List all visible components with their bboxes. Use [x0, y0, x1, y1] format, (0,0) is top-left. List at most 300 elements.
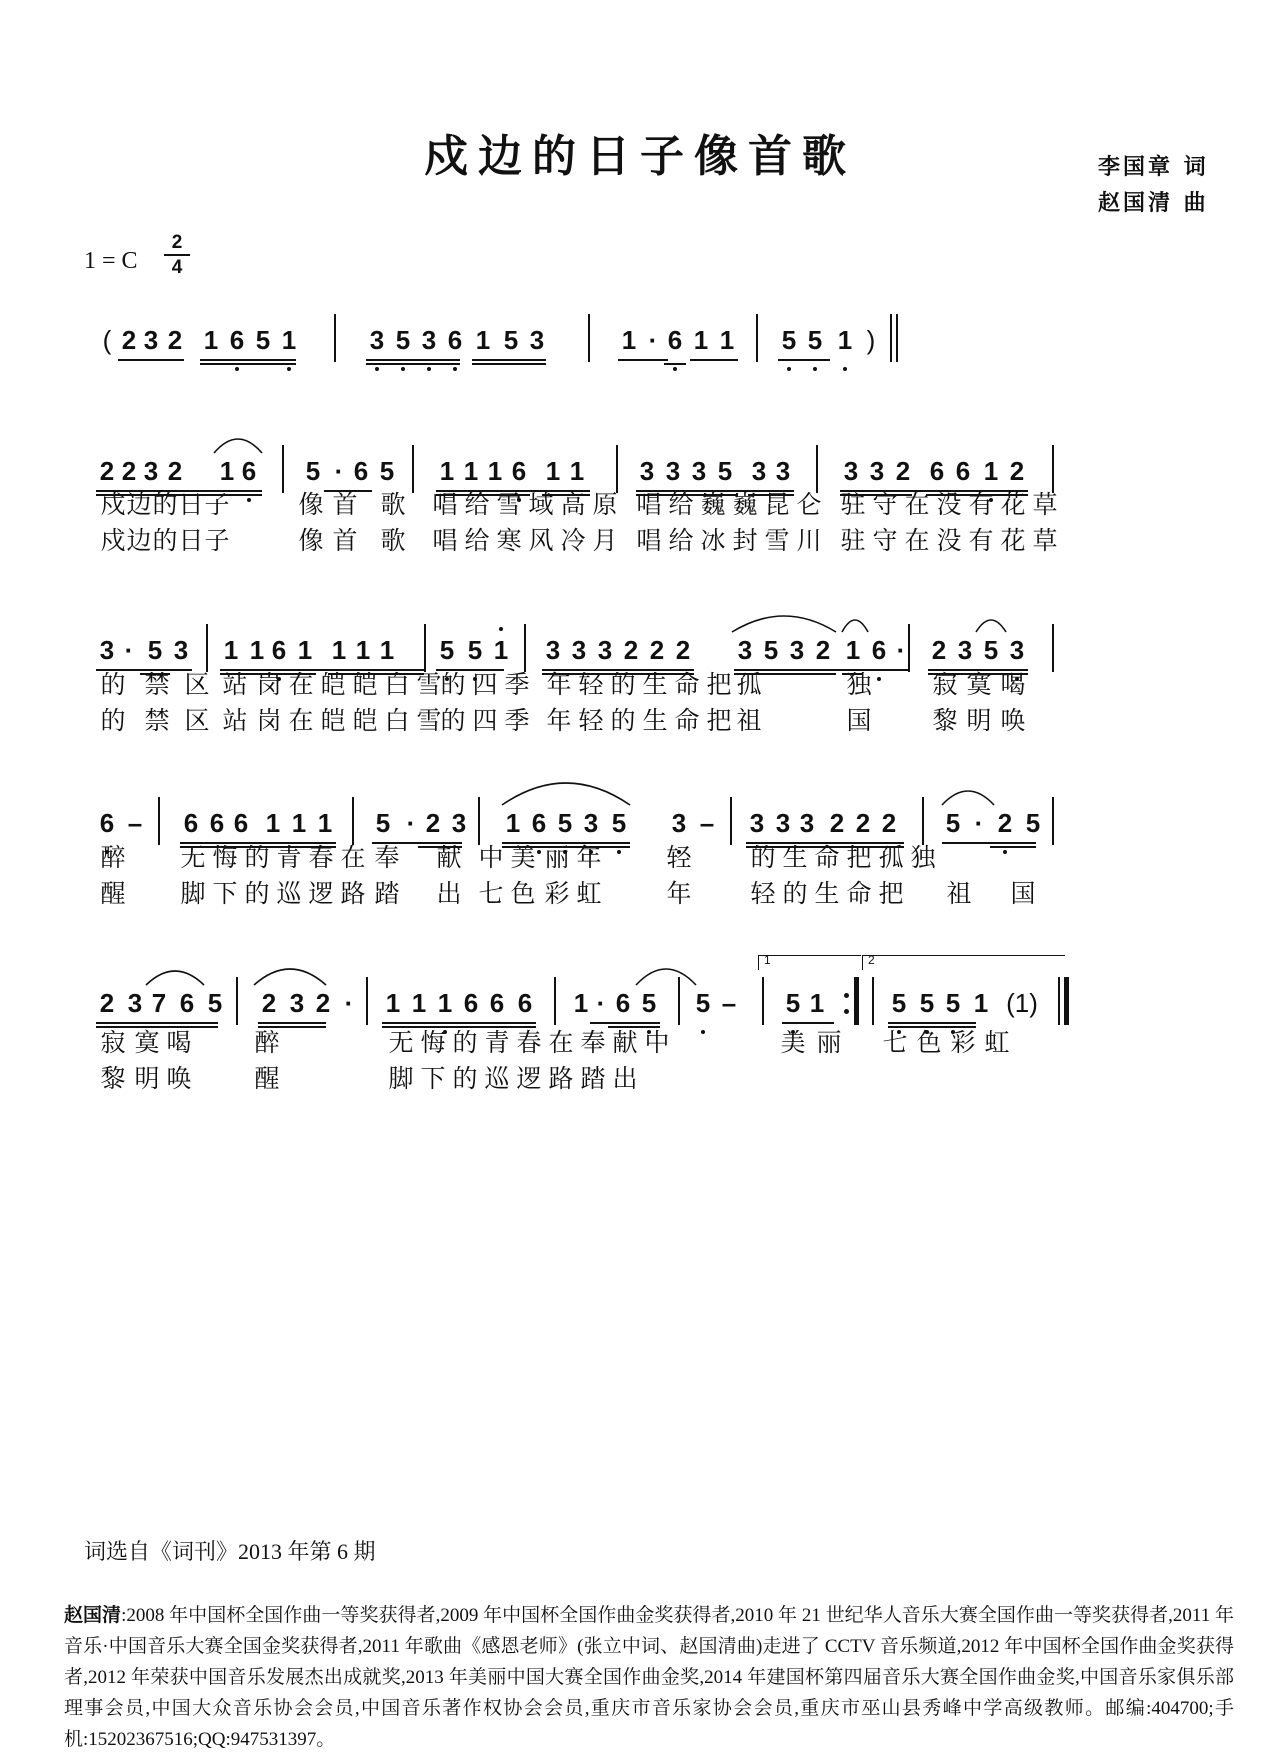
note: 3	[749, 808, 765, 838]
note: 1	[355, 635, 371, 665]
lyric-char: 皑	[320, 706, 346, 735]
lyric-char: 奉	[580, 1028, 606, 1057]
note: 2	[1009, 456, 1025, 486]
note: 2	[425, 808, 441, 838]
note: 1	[490, 632, 512, 668]
barline	[756, 314, 758, 362]
note: 2	[315, 988, 331, 1018]
note: 2	[99, 456, 115, 486]
lyric-char: 命	[846, 879, 872, 908]
lyric-char: 雪	[416, 670, 442, 699]
lyric-char: 季	[504, 706, 530, 735]
note: 2	[994, 805, 1016, 841]
key-signature: 1 = C	[84, 248, 138, 274]
octave-dot-below	[235, 367, 239, 371]
lyric-char: 像	[298, 490, 324, 519]
lyric-char: 中	[478, 843, 504, 872]
eighth-underline	[96, 1022, 218, 1024]
lyric-char: 在	[548, 1028, 574, 1057]
note: 5	[255, 325, 271, 355]
lyric-char: 下	[420, 1064, 446, 1093]
note: 6	[517, 988, 533, 1018]
lyric-char: 独	[846, 670, 872, 699]
lyric-char: 给	[464, 490, 490, 519]
note: 3	[545, 635, 561, 665]
lyric-char: 日	[178, 526, 204, 555]
lyric-char: 唱	[636, 526, 662, 555]
lyric-char: 轻	[578, 706, 604, 735]
lyric-char: 首	[332, 526, 358, 555]
lyric-char: 原	[592, 490, 618, 519]
lyric-char: 轻	[750, 879, 776, 908]
lyric-line	[96, 877, 1202, 913]
note: 5	[554, 805, 576, 841]
volta-bracket	[862, 955, 1065, 970]
volta-number: 1	[764, 953, 771, 967]
lyric-char: 的	[152, 490, 178, 519]
note: 3	[366, 322, 388, 358]
note: 5	[305, 456, 321, 486]
lyric-char: 没	[936, 526, 962, 555]
lyric-char: 唤	[166, 1064, 192, 1093]
lyric-char: 青	[276, 843, 302, 872]
lyric-char: 色	[510, 879, 536, 908]
note: 3	[143, 325, 159, 355]
lyric-char: 的	[440, 670, 466, 699]
lyric-char: 寒	[496, 526, 522, 555]
lyric-char: 喝	[166, 1028, 192, 1057]
lyric-char: 悔	[420, 1028, 446, 1057]
eighth-underline	[778, 359, 830, 361]
lyric-char: 有	[968, 490, 994, 519]
note: 1	[809, 988, 825, 1018]
note: 6	[489, 988, 505, 1018]
score-system	[96, 453, 1202, 560]
lyric-char: 岗	[256, 706, 282, 735]
lyric-char: 的	[244, 843, 270, 872]
lyric-char: 生	[814, 879, 840, 908]
lyric-char: 的	[244, 879, 270, 908]
note: ·	[648, 325, 658, 355]
note: 1	[219, 456, 235, 486]
lyric-char: 国	[846, 706, 872, 735]
note: 3	[580, 805, 602, 841]
note: 1	[265, 808, 281, 838]
lyric-char: 献	[612, 1028, 638, 1057]
barline	[890, 314, 892, 362]
lyric-char: 花	[1000, 490, 1026, 519]
note: 3	[775, 808, 791, 838]
eighth-underline	[258, 1022, 326, 1024]
note: 2	[261, 988, 277, 1018]
slur-layer	[96, 775, 1202, 815]
lyric-char: 命	[674, 706, 700, 735]
note: 5	[436, 632, 458, 668]
score-system	[96, 322, 1202, 366]
note: 2	[121, 325, 137, 355]
lyric-char: 无	[388, 1028, 414, 1057]
score-system	[96, 953, 1202, 1098]
lyric-char: 季	[504, 670, 530, 699]
note: 3	[957, 635, 973, 665]
lyric-char: 逻	[516, 1064, 542, 1093]
lyric-char: 喝	[1000, 670, 1026, 699]
lyric-char: 草	[1032, 490, 1058, 519]
lyric-char: 冷	[560, 526, 586, 555]
lyric-char: 的	[100, 670, 126, 699]
lyric-char: 在	[904, 490, 930, 519]
lyric-char: 戍	[100, 526, 126, 555]
note: 3	[751, 456, 767, 486]
note: 3	[691, 456, 707, 486]
lyric-char: 醒	[254, 1064, 280, 1093]
note: 3	[451, 808, 467, 838]
note: 1	[834, 322, 856, 358]
score-system	[96, 632, 1202, 740]
note: 6	[226, 322, 248, 358]
note: 6	[528, 805, 550, 841]
note: 6	[183, 808, 199, 838]
lyric-char: 孤	[736, 670, 762, 699]
lyric-char: 路	[548, 1064, 574, 1093]
lyric-char: 雪	[416, 706, 442, 735]
lyric-char: 月	[592, 526, 618, 555]
note: 5	[375, 808, 391, 838]
lyric-char: 国	[1010, 879, 1036, 908]
lyric-char: 明	[134, 1064, 160, 1093]
lyric-char: 明	[966, 706, 992, 735]
lyric-char: 虹	[576, 879, 602, 908]
note: ·	[406, 808, 416, 838]
barline	[588, 314, 590, 362]
lyric-char: 丽	[544, 843, 570, 872]
lyric-char: 年	[576, 843, 602, 872]
lyric-char: 歌	[380, 490, 406, 519]
slur	[146, 971, 204, 985]
lyric-char: 没	[936, 490, 962, 519]
lyric-char: 草	[1032, 526, 1058, 555]
lyric-char: 白	[384, 670, 410, 699]
note: 6	[209, 808, 225, 838]
eighth-underline	[888, 1022, 976, 1024]
note: 5	[464, 632, 486, 668]
eighth-underline	[472, 359, 546, 361]
lyric-char: 春	[516, 1028, 542, 1057]
note: 3	[639, 456, 655, 486]
composer-bio	[64, 1600, 1234, 1755]
lyric-char: 仑	[796, 490, 822, 519]
note: 2	[815, 635, 831, 665]
eighth-underline	[690, 359, 738, 361]
time-signature	[164, 232, 190, 278]
lyric-char: 川	[796, 526, 822, 555]
note: –	[721, 988, 737, 1018]
sixteenth-underline	[664, 363, 686, 365]
lyric-char: 驻	[840, 490, 866, 519]
lyric-char: 四	[472, 706, 498, 735]
note: 2	[99, 988, 115, 1018]
note: 6	[508, 453, 530, 489]
note: 3	[529, 325, 545, 355]
note: 3	[289, 988, 305, 1018]
note: 5	[692, 985, 714, 1021]
note: 5	[503, 325, 519, 355]
note: 3	[737, 635, 753, 665]
note: 2	[167, 456, 183, 486]
octave-dot-below	[453, 367, 457, 371]
note: 3	[775, 456, 791, 486]
lyric-char: 岗	[256, 670, 282, 699]
note: 5	[916, 985, 938, 1021]
lyric-char: 出	[436, 879, 462, 908]
note: 7	[151, 988, 167, 1018]
lyric-char: 首	[332, 490, 358, 519]
lyric-char: 生	[642, 706, 668, 735]
note: 5	[942, 985, 964, 1021]
note: 5	[379, 456, 395, 486]
lyric-char: 在	[904, 526, 930, 555]
lyric-char: 年	[546, 670, 572, 699]
note: 3	[418, 322, 440, 358]
note: (	[102, 325, 112, 355]
note: 1	[573, 988, 589, 1018]
note: (1)	[1006, 988, 1038, 1018]
lyric-char: 把	[878, 879, 904, 908]
note: 1	[249, 635, 265, 665]
lyric-char: 像	[298, 526, 324, 555]
note: 1	[434, 985, 456, 1021]
lyric-char: 独	[910, 843, 936, 872]
lyric-char: 给	[668, 526, 694, 555]
time-signature-top: 2	[171, 232, 183, 253]
lyric-char: 出	[612, 1064, 638, 1093]
lyric-char: 祖	[946, 879, 972, 908]
lyric-char: 禁	[144, 670, 170, 699]
note: 2	[881, 808, 897, 838]
note: 2	[649, 635, 665, 665]
eighth-underline	[618, 359, 668, 361]
note: 5	[804, 322, 826, 358]
note: 6	[929, 456, 945, 486]
volta-bracket	[758, 955, 861, 970]
note: 2	[675, 635, 691, 665]
note: 1	[545, 456, 561, 486]
note: 2	[931, 635, 947, 665]
lyric-char: 脚	[180, 879, 206, 908]
note: 6	[664, 322, 686, 358]
lyric-char: 白	[384, 706, 410, 735]
note: 3	[571, 635, 587, 665]
song-title: 戍边的日子像首歌	[424, 131, 856, 182]
lyric-char: 醒	[100, 879, 126, 908]
lyric-char: 守	[872, 526, 898, 555]
lyric-char: 花	[1000, 526, 1026, 555]
note: 1	[317, 808, 333, 838]
note: 1	[973, 988, 989, 1018]
sixteenth-underline	[472, 363, 546, 365]
slur	[502, 783, 630, 805]
note: 5	[638, 985, 660, 1021]
note: 5	[392, 322, 414, 358]
lyric-char: 站	[222, 706, 248, 735]
note: 5	[717, 456, 733, 486]
lyric-char: 冰	[700, 526, 726, 555]
note: 1	[475, 325, 491, 355]
lyric-line	[96, 704, 1202, 740]
lyric-char: 子	[204, 526, 230, 555]
octave-dot-below	[673, 367, 677, 371]
barline	[334, 314, 336, 362]
lyric-char: 踏	[374, 879, 400, 908]
note: 5	[147, 635, 163, 665]
note: 5	[763, 635, 779, 665]
lyric-char: 生	[782, 843, 808, 872]
lyric-line	[96, 488, 1202, 524]
lyric-line	[96, 524, 1202, 560]
source-note: 词选自《词刊》2013 年第 6 期	[84, 1539, 376, 1564]
octave-dot-below	[401, 367, 405, 371]
lyric-char: 醉	[254, 1028, 280, 1057]
lyric-char: 四	[472, 670, 498, 699]
notes-line	[96, 322, 1202, 366]
lyric-char: 的	[610, 670, 636, 699]
lyric-char: 的	[452, 1064, 478, 1093]
lyric-char: 禁	[144, 706, 170, 735]
lyric-char: 奉	[374, 843, 400, 872]
lyric-line	[96, 1062, 1202, 1098]
note: 1	[223, 635, 239, 665]
slur	[942, 791, 994, 805]
lyric-char: 在	[288, 670, 314, 699]
lyric-char: 把	[706, 706, 732, 735]
lyric-char: 边	[126, 490, 152, 519]
sixteenth-underline	[200, 363, 296, 365]
lyric-char: 风	[528, 526, 554, 555]
note: 6	[868, 632, 890, 668]
note: 1	[569, 456, 585, 486]
note: 3	[143, 456, 159, 486]
slur	[636, 969, 696, 985]
lyric-char: 雪	[764, 526, 790, 555]
lyric-char: 美	[780, 1028, 806, 1057]
note: 6	[955, 456, 971, 486]
lyric-char: 在	[340, 843, 366, 872]
note: 1	[278, 322, 300, 358]
note: 1	[719, 325, 735, 355]
lyric-char: 昆	[764, 490, 790, 519]
repeat-dot	[844, 1009, 849, 1014]
bio-text: :2008 年中国杯全国作曲一等奖获得者,2009 年中国杯全国作曲金奖获得者,2010 年 21 世纪华人音乐大赛全国作曲一等奖获得者,2011 年音乐·中国音乐大赛全国金奖获得者,2011 年歌曲《感恩老师》(张立中词、赵国清曲)走进了 CCTV 音乐频道,2012 年中国杯全国作曲金奖获得者,2012 年荣获中国音乐发展杰出成就奖,2013 年美丽中国大赛全国作曲金奖,2014 年建国杯第四届音乐大赛全国作曲金奖,中国音乐家俱乐部理事会员,中国大众音乐协会会员,中国音乐著作权协会会员,重庆市音乐家协会会员,重庆市巫山县秀峰中学高级教师。邮编:404700;手机:15202367516;QQ:947531397。	[64, 1605, 1234, 1750]
note: 2	[895, 456, 911, 486]
time-signature-bottom: 4	[171, 257, 183, 278]
lyric-char: 寂	[932, 670, 958, 699]
lyric-char: 命	[674, 670, 700, 699]
note: 5	[782, 985, 804, 1021]
note: 2	[829, 808, 845, 838]
lyric-char: 驻	[840, 526, 866, 555]
barline-end	[896, 314, 898, 362]
note: 5	[1025, 808, 1041, 838]
eighth-underline	[590, 1022, 660, 1024]
lyric-char: 区	[184, 670, 210, 699]
notes-line	[96, 953, 1202, 1029]
lyric-char: 守	[872, 490, 898, 519]
note: 1	[297, 635, 313, 665]
lyric-char: 年	[546, 706, 572, 735]
lyric-char: 边	[126, 526, 152, 555]
lyric-char: 无	[180, 843, 206, 872]
note: 1	[487, 456, 503, 486]
lyric-char: 唱	[432, 526, 458, 555]
note: ·	[974, 808, 984, 838]
note: 2	[121, 456, 137, 486]
lyric-char: 的	[750, 843, 776, 872]
note: ·	[334, 456, 344, 486]
lyric-char: 唤	[1000, 706, 1026, 735]
lyric-char: 皑	[352, 706, 378, 735]
note: –	[699, 808, 715, 838]
note: 1	[463, 456, 479, 486]
note: 5	[207, 988, 223, 1018]
note: 5	[888, 985, 910, 1021]
note: 5	[608, 805, 630, 841]
note: 1	[331, 635, 347, 665]
lyric-char: 脚	[388, 1064, 414, 1093]
note: 3	[99, 635, 115, 665]
lyric-char: 青	[484, 1028, 510, 1057]
lyric-char: 祖	[736, 706, 762, 735]
note: 2	[167, 325, 183, 355]
note: 1	[411, 988, 427, 1018]
lyric-char: 丽	[816, 1028, 842, 1057]
note: 1	[693, 325, 709, 355]
note: 1	[980, 453, 1002, 489]
slur	[976, 620, 1006, 632]
lyric-char: 雪	[496, 490, 522, 519]
octave-dot-below	[427, 367, 431, 371]
lyric-char: 轻	[666, 843, 692, 872]
lyric-char: 的	[440, 706, 466, 735]
lyric-char: 封	[732, 526, 758, 555]
note: 3	[597, 635, 613, 665]
lyric-char: 悔	[212, 843, 238, 872]
note: 1	[291, 808, 307, 838]
lyric-char: 彩	[544, 879, 570, 908]
lyricist-credit: 李国章 词	[1098, 155, 1209, 180]
lyric-char: 黎	[100, 1064, 126, 1093]
note: 2	[623, 635, 639, 665]
note: 6	[233, 808, 249, 838]
lyric-char: 色	[916, 1028, 942, 1057]
lyric-char: 孤	[878, 843, 904, 872]
lyric-char: 美	[510, 843, 536, 872]
note: 3	[843, 456, 859, 486]
bio-name: 赵国清	[64, 1605, 122, 1626]
octave-dot-below	[375, 367, 379, 371]
lyric-char: 寂	[100, 1028, 126, 1057]
lyric-char: 皑	[320, 670, 346, 699]
lyric-char: 黎	[932, 706, 958, 735]
sixteenth-underline	[366, 363, 460, 365]
lyric-char: 子	[204, 490, 230, 519]
note: 3	[1006, 632, 1028, 668]
eighth-underline	[118, 359, 184, 361]
lyric-char: 巍	[732, 490, 758, 519]
lyric-line	[96, 1026, 1202, 1062]
note: 3	[869, 456, 885, 486]
note: 6	[463, 988, 479, 1018]
eighth-underline	[200, 359, 296, 361]
